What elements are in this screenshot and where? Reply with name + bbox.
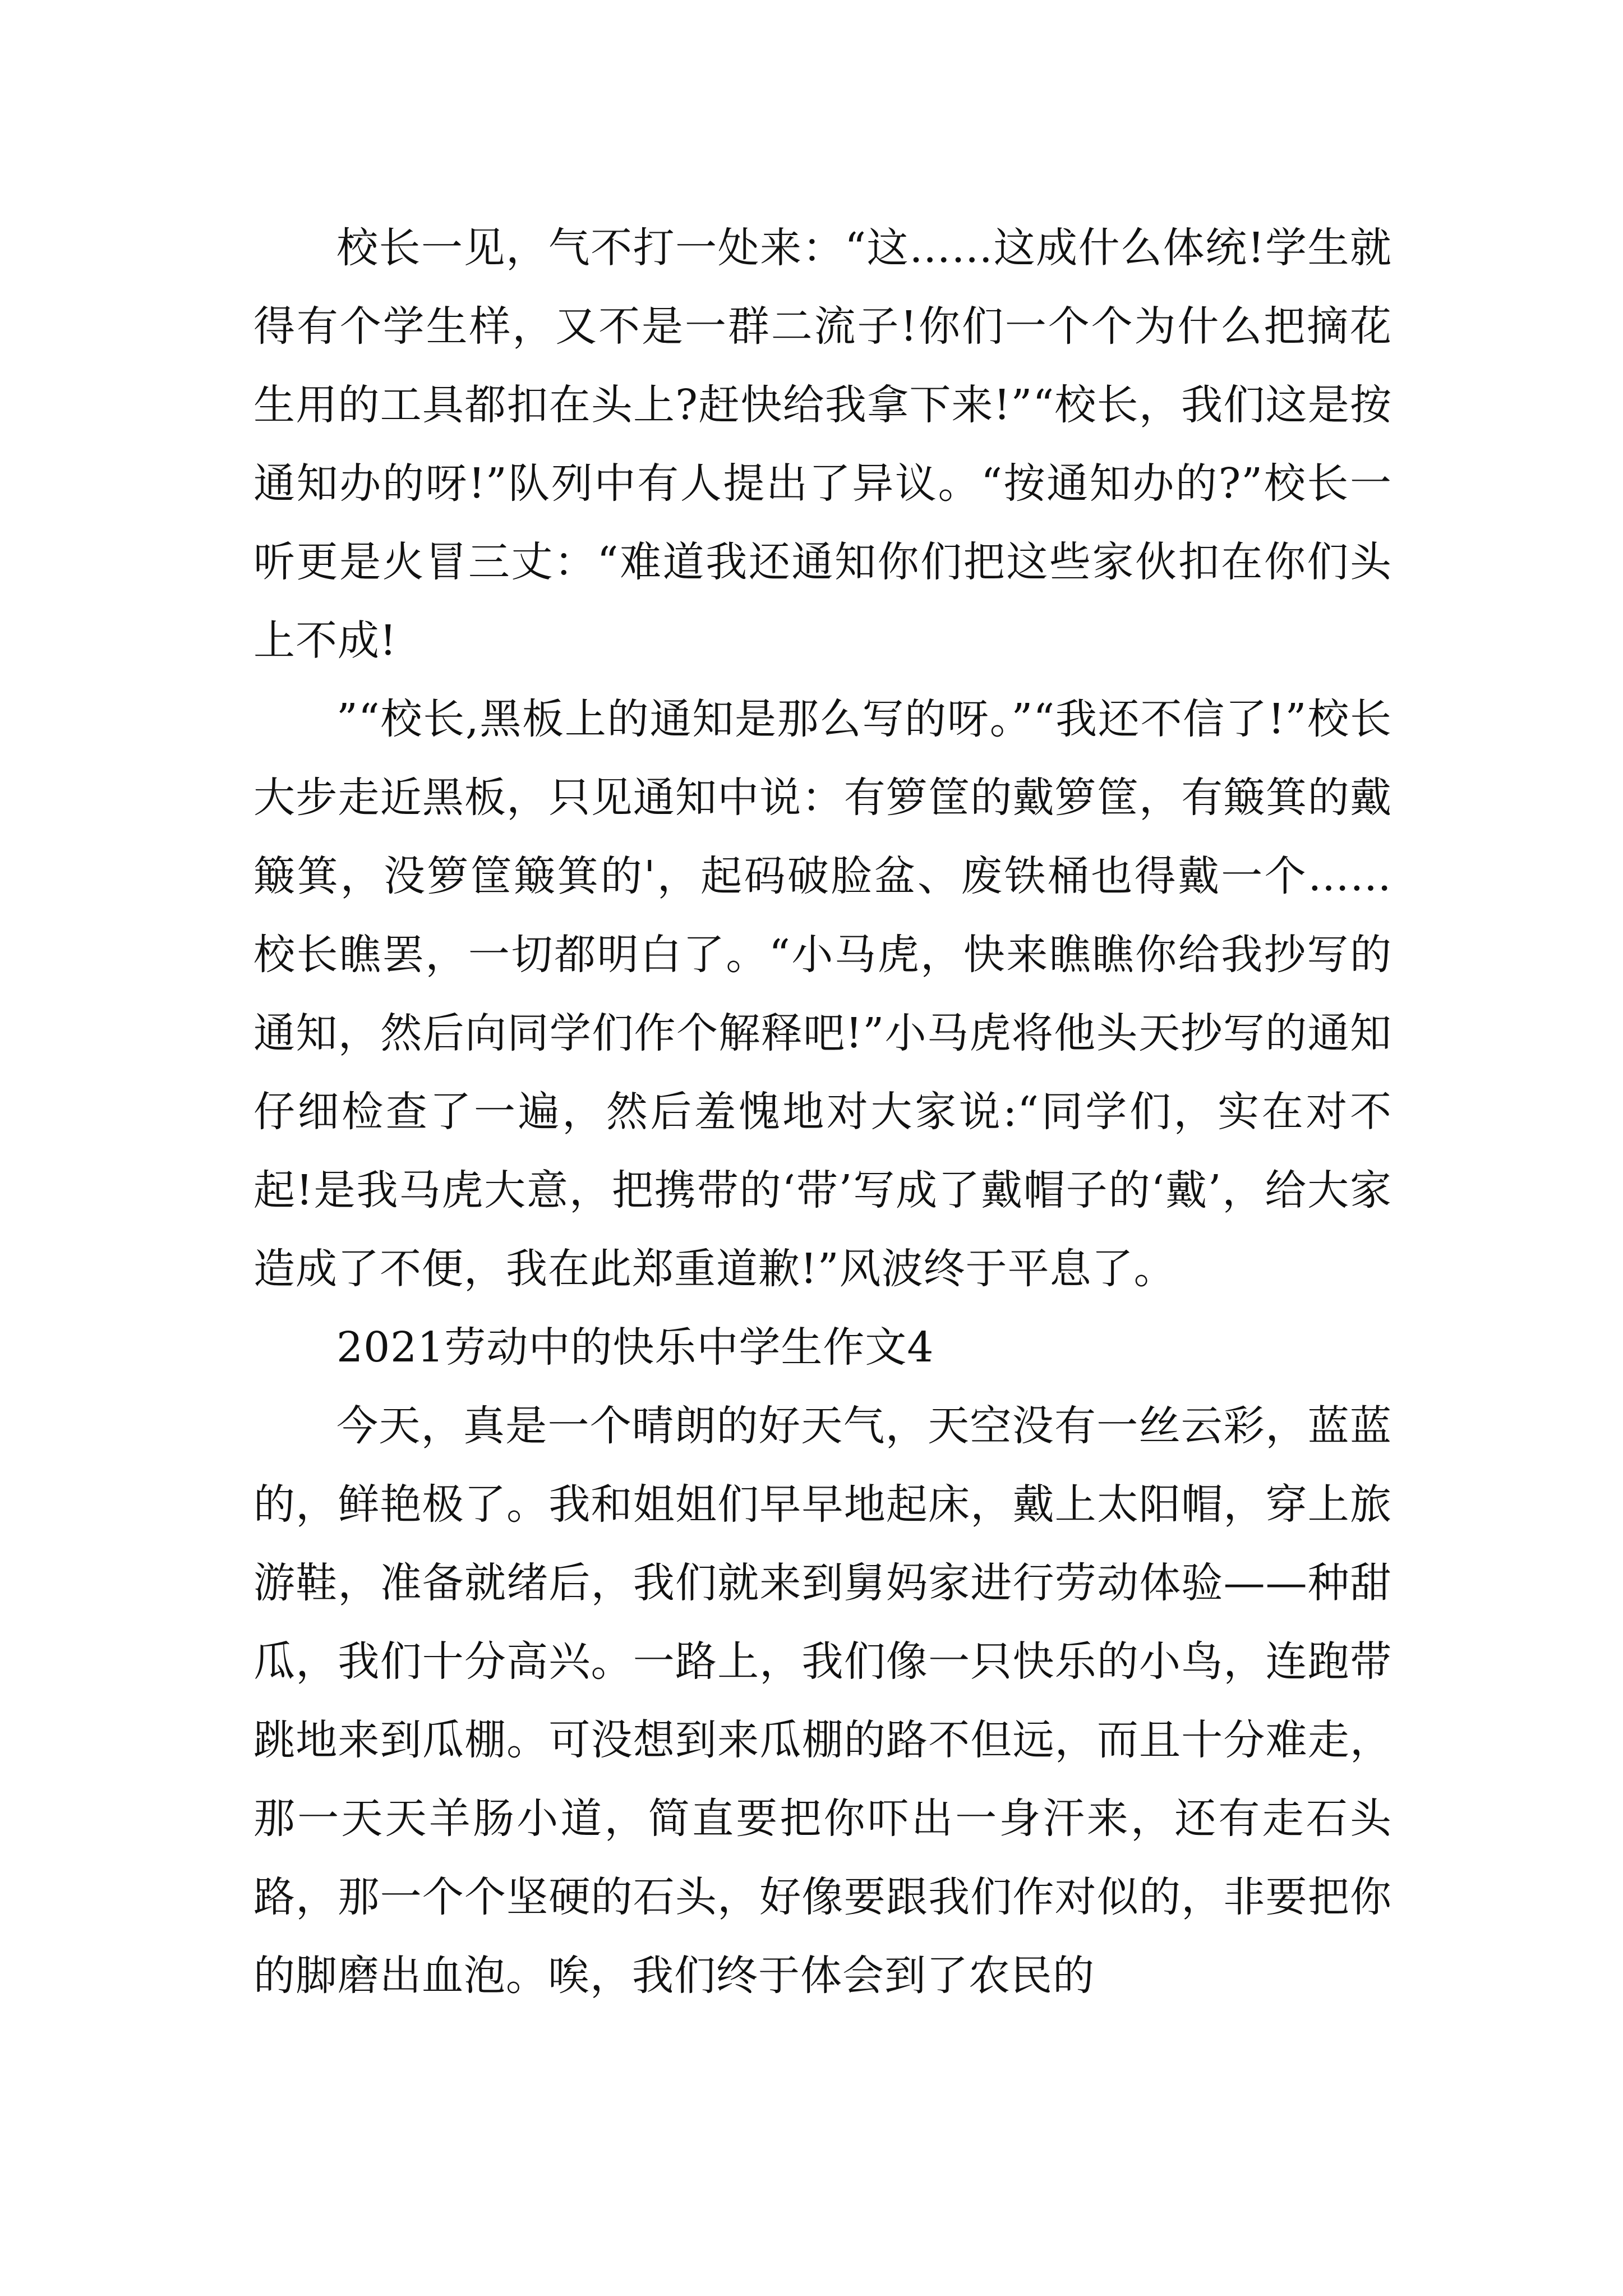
paragraph-2: ”“校长,黑板上的通知是那么写的呀。”“我还不信了!”校长大步走近黑板，只见通知中说：有箩筐的戴箩筐，有簸箕的戴簸箕，没箩筐簸箕的'，起码破脸盆、废铁桶也得戴一个……校长瞧罢，一切都明白了。“小马虎，快来瞧瞧你给我抄写的通知，然后向同学们作个解释吧!”小马虎将他头天抄写的通知仔细检查了一遍，然后羞愧地对大家说:“同学们，实在对不起!是我马虎大意，把携带的‘带’写成了戴帽子的‘戴’，给大家造成了不便，我在此郑重道歉!”风波终于平息了。 <box>253 695 1392 1293</box>
document-body <box>253 209 1392 2015</box>
paragraph-3: 今天，真是一个晴朗的好天气，天空没有一丝云彩，蓝蓝的，鲜艳极了。我和姐姐们早早地起床，戴上太阳帽，穿上旅游鞋，准备就绪后，我们就来到舅妈家进行劳动体验——种甜瓜，我们十分高兴。一路上，我们像一只快乐的小鸟，连跑带跳地来到瓜棚。可没想到来瓜棚的路不但远，而且十分难走，那一天天羊肠小道，简直要把你吓出一身汗来，还有走石头路，那一个个坚硬的石头，好像要跟我们作对似的，非要把你的脚磨出血泡。唉，我们终于体会到了农民的 <box>253 1402 1392 2000</box>
essay-heading: 2021劳动中的快乐中学生作文4 <box>336 1323 934 1372</box>
paragraph-1: 校长一见，气不打一处来：“这……这成什么体统!学生就得有个学生样，又不是一群二流子!你们一个个为什么把摘花生用的工具都扣在头上?赶快给我拿下来!”“校长，我们这是按通知办的呀!”队列中有人提出了异议。“按通知办的?”校长一听更是火冒三丈：“难道我还通知你们把这些家伙扣在你们头上不成! <box>253 224 1392 665</box>
